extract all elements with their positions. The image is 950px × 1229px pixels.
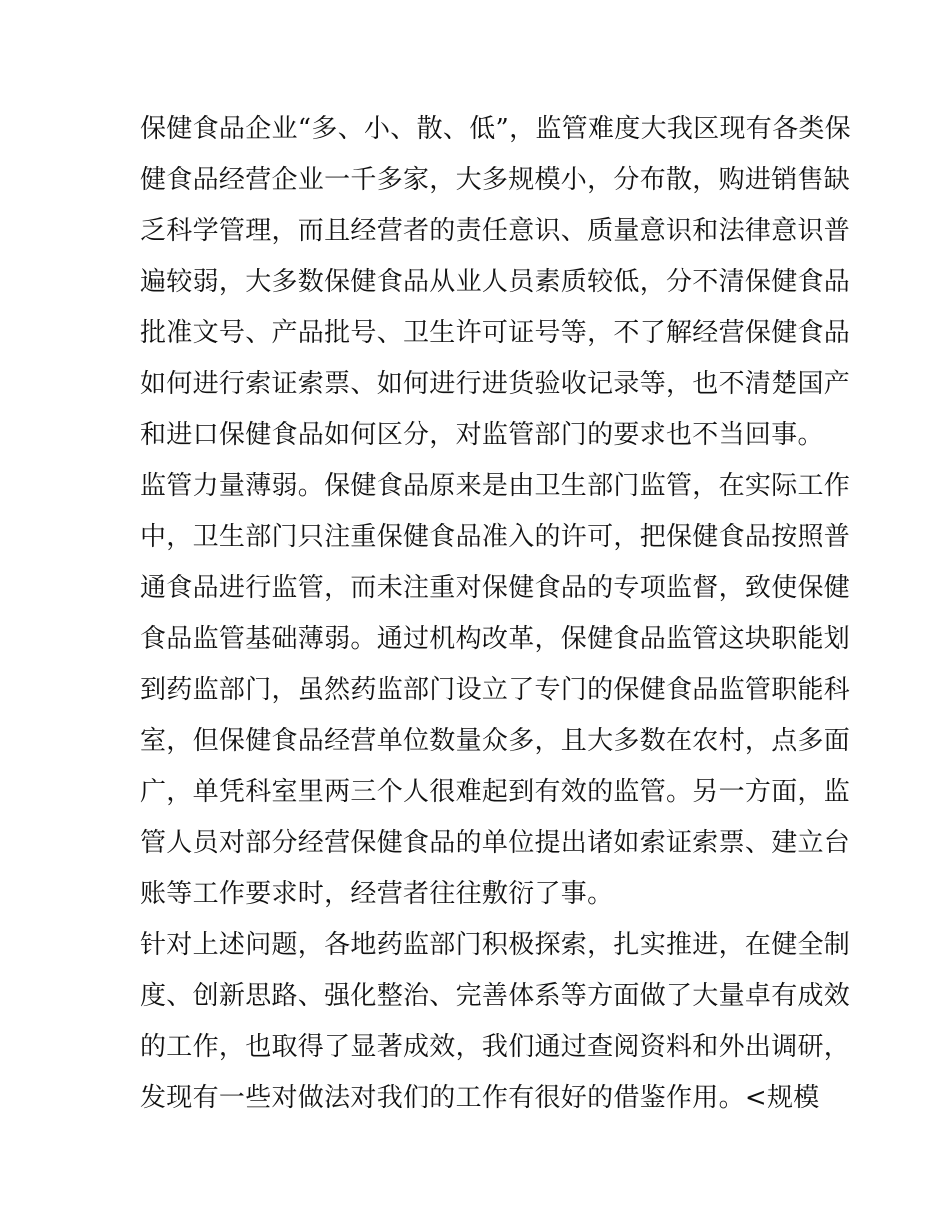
text-line: 度、创新思路、强化整治、完善体系等方面做了大量卓有成效 [140,981,851,1011]
text-line: 针对上述问题，各地药监部门积极探索，扎实推进，在健全制 [140,930,851,960]
text-line: 健食品经营企业一千多家，大多规模小，分布散，购进销售缺 [140,165,851,195]
text-line: 的工作，也取得了显著成效，我们通过查阅资料和外出调研， [140,1032,851,1062]
text-line: 食品监管基础薄弱。通过机构改革，保健食品监管这块职能划 [140,624,851,654]
text-line: 乏科学管理，而且经营者的责任意识、质量意识和法律意识普 [140,216,851,246]
text-line: 如何进行索证索票、如何进行进货验收记录等，也不清楚国产 [140,369,851,399]
text-line: 广，单凭科室里两三个人很难起到有效的监管。另一方面，监 [140,777,851,807]
text-line: 通食品进行监管，而未注重对保健食品的专项监督，致使保健 [140,573,851,603]
text-line: 批准文号、产品批号、卫生许可证号等，不了解经营保健食品 [140,318,851,348]
text-line: 中，卫生部门只注重保健食品准入的许可，把保健食品按照普 [140,522,851,552]
text-line: 室，但保健食品经营单位数量众多，且大多数在农村，点多面 [140,726,851,756]
body-text [140,104,851,1124]
text-line: 到药监部门，虽然药监部门设立了专门的保健食品监管职能科 [140,675,851,705]
text-line: 监管力量薄弱。保健食品原来是由卫生部门监管，在实际工作 [140,471,851,501]
text-line: 账等工作要求时，经营者往往敷衍了事。 [140,879,614,909]
text-line: 发现有一些对做法对我们的工作有很好的借鉴作用。<规模 [140,1083,820,1113]
text-line: 和进口保健食品如何区分，对监管部门的要求也不当回事。 [140,420,824,450]
text-line: 遍较弱，大多数保健食品从业人员素质较低，分不清保健食品 [140,267,851,297]
text-line: 保健食品企业“多、小、散、低”，监管难度大我区现有各类保 [140,114,851,144]
text-line: 管人员对部分经营保健食品的单位提出诸如索证索票、建立台 [140,828,851,858]
